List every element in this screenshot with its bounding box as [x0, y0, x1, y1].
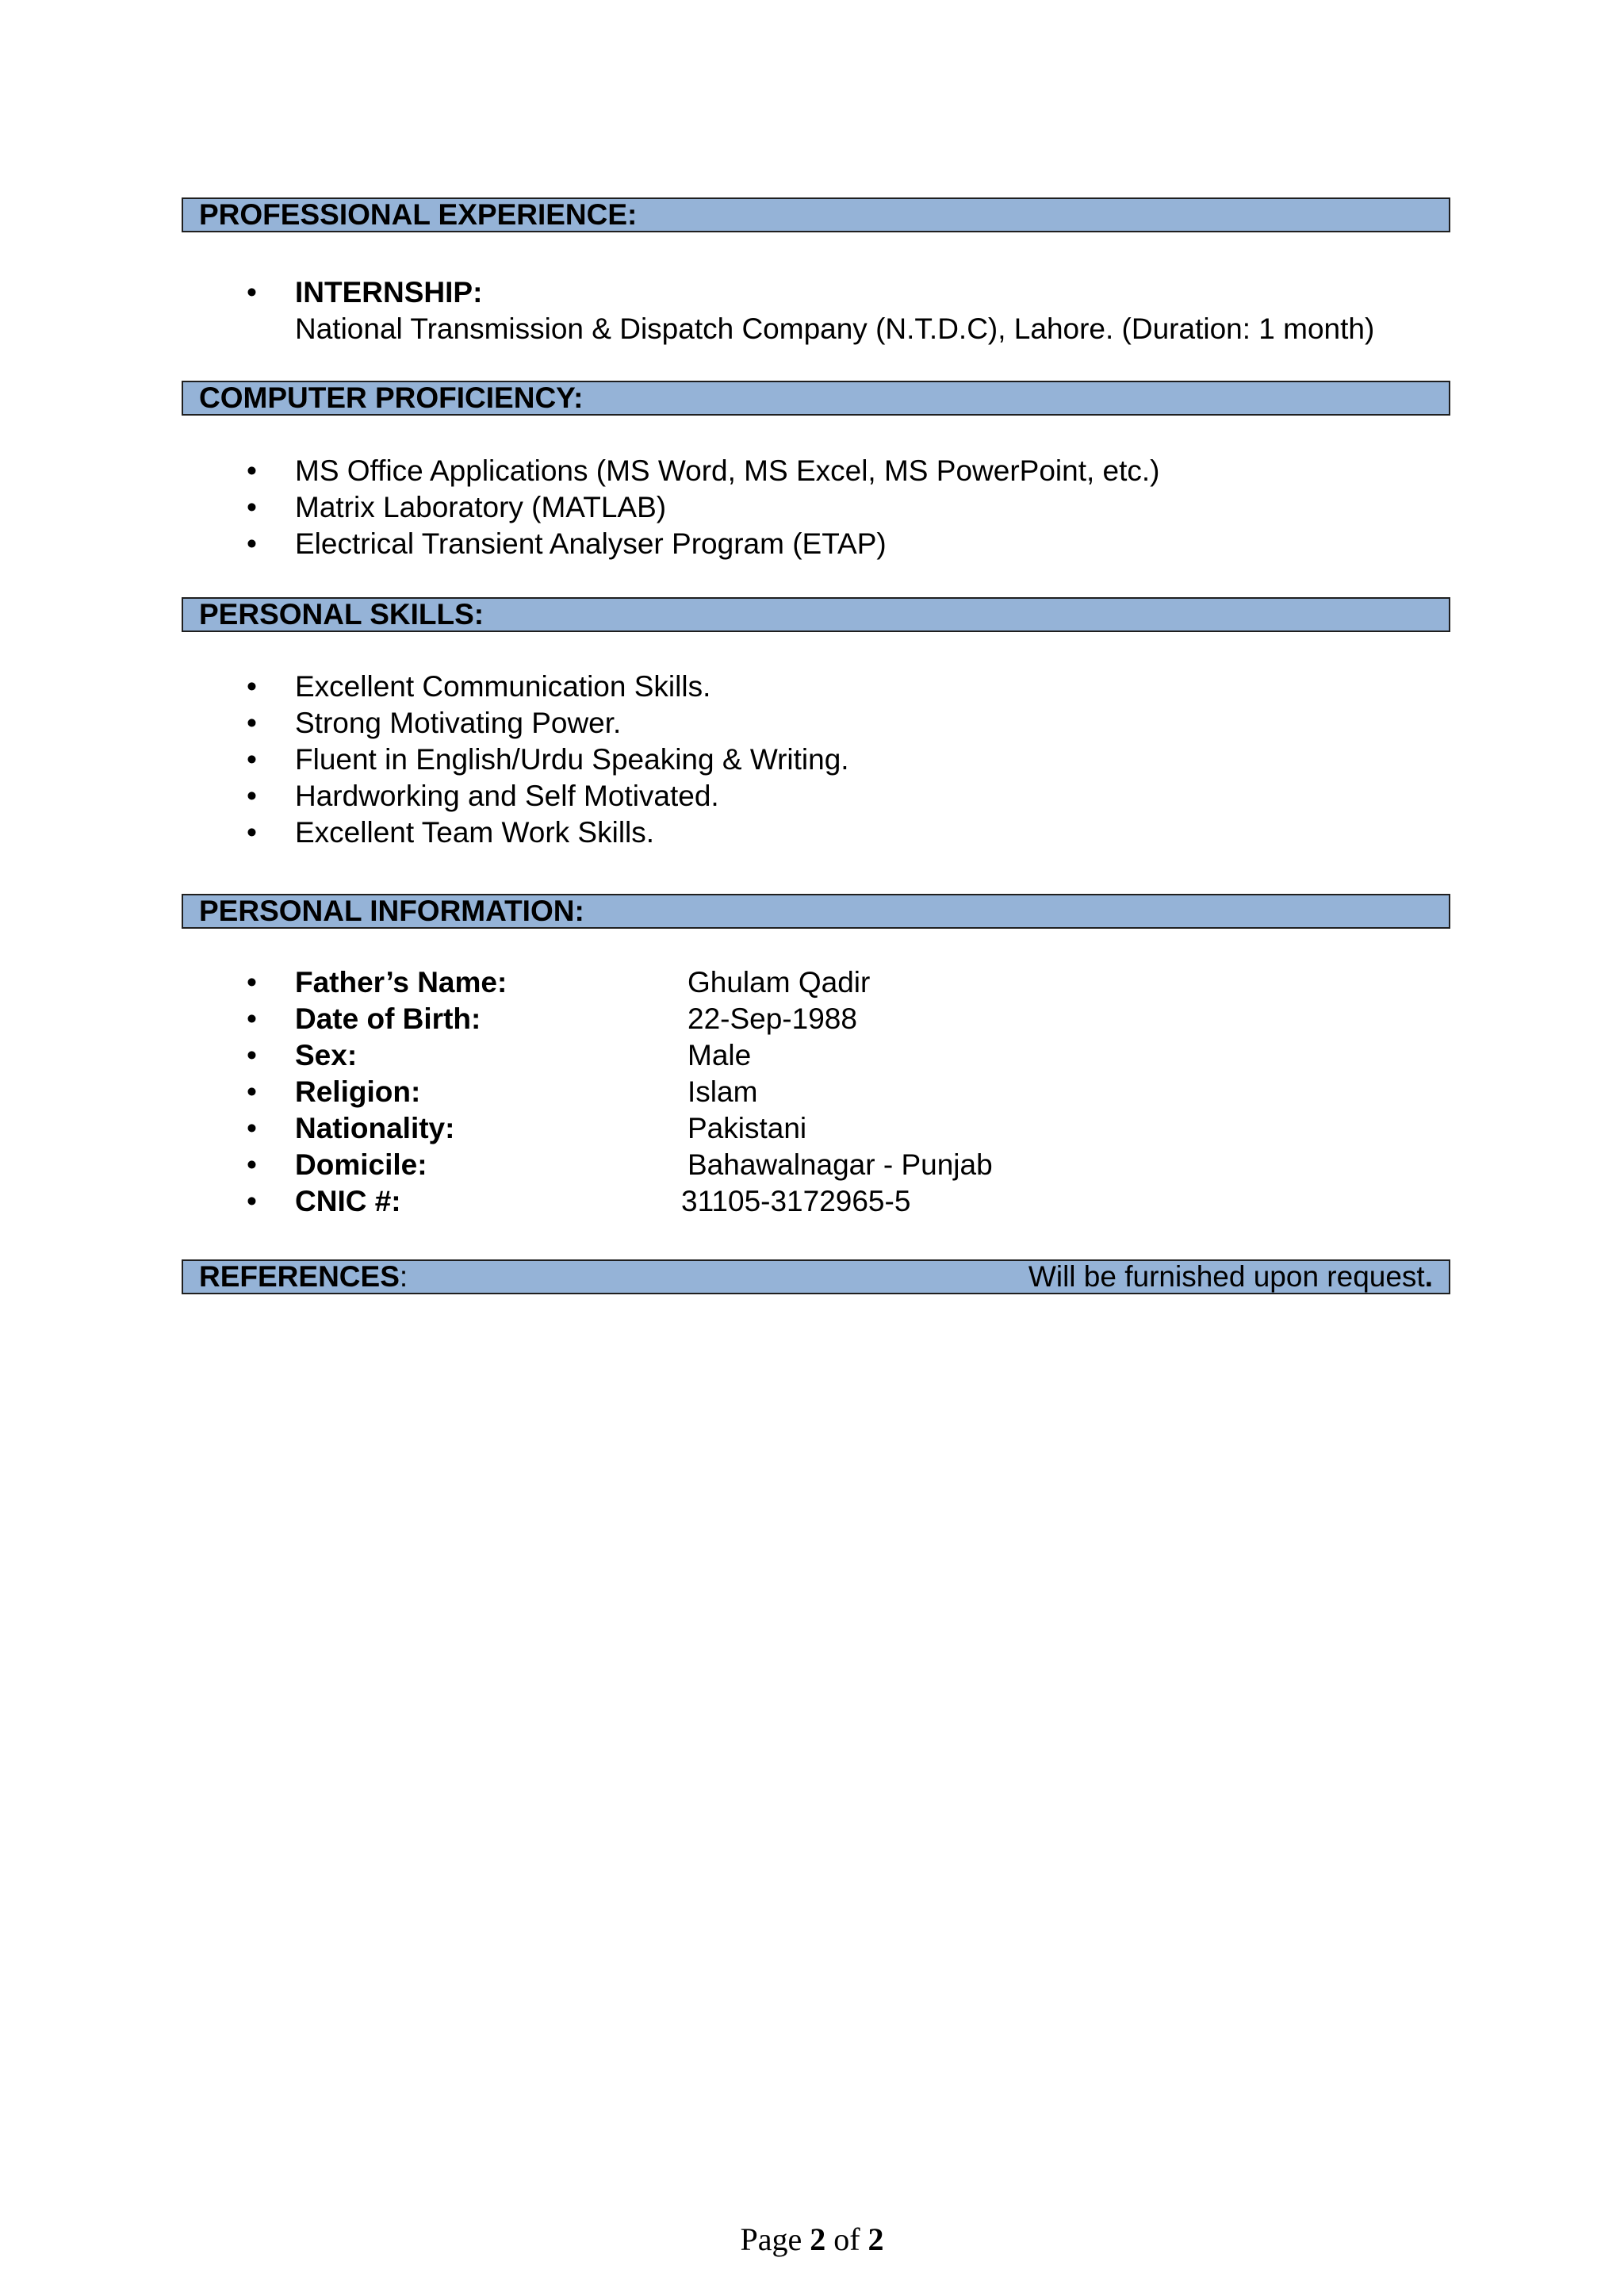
- list-item-text: Excellent Communication Skills.: [295, 670, 711, 703]
- section-header-references: [182, 1259, 1450, 1294]
- section-title: PROFESSIONAL EXPERIENCE:: [199, 198, 638, 231]
- page-footer: [0, 2221, 1624, 2258]
- list-item: [182, 815, 849, 851]
- section-title: COMPUTER PROFICIENCY:: [199, 381, 584, 414]
- list-item-text: Matrix Laboratory (MATLAB): [295, 491, 667, 523]
- list-item: [182, 778, 849, 815]
- section-header-computer-proficiency: [182, 381, 1450, 416]
- list-item: [182, 669, 849, 705]
- info-label: Nationality:: [295, 1112, 455, 1144]
- list-item: [182, 311, 1374, 347]
- bullet-icon: •: [247, 816, 257, 849]
- section-header-personal-information: [182, 894, 1450, 929]
- info-label: Date of Birth:: [295, 1002, 481, 1035]
- info-value: 31105-3172965-5: [681, 1185, 911, 1217]
- info-label: Domicile:: [295, 1148, 427, 1181]
- bullet-icon: •: [247, 1185, 257, 1217]
- info-value: Islam: [688, 1075, 758, 1108]
- info-row-cnic: [182, 1183, 993, 1220]
- footer-of-word: of: [833, 2221, 860, 2257]
- list-item-text: Fluent in English/Urdu Speaking & Writing.: [295, 743, 849, 776]
- list-item-text: Electrical Transient Analyser Program (ETAP): [295, 527, 887, 560]
- bullet-icon: •: [247, 491, 257, 523]
- section-title: PERSONAL INFORMATION:: [199, 895, 584, 927]
- info-label: Father’s Name:: [295, 966, 508, 999]
- list-item: [182, 489, 1160, 526]
- references-note-wrap: [1028, 1261, 1433, 1293]
- footer-page-word: Page: [740, 2221, 802, 2257]
- info-label: Sex:: [295, 1039, 358, 1071]
- bullet-icon: •: [247, 1075, 257, 1108]
- bullet-icon: •: [247, 527, 257, 560]
- info-row-domicile: [182, 1147, 993, 1183]
- info-value: Bahawalnagar - Punjab: [688, 1148, 993, 1181]
- list-item-text: Hardworking and Self Motivated.: [295, 780, 719, 812]
- references-colon: :: [399, 1260, 408, 1293]
- footer-total-pages: 2: [868, 2221, 884, 2257]
- bullet-icon: •: [247, 454, 257, 487]
- info-value: 22-Sep-1988: [688, 1002, 857, 1035]
- bullet-icon: •: [247, 780, 257, 812]
- personal-skills-list: [182, 669, 849, 851]
- section-header-professional-experience: [182, 197, 1450, 232]
- bullet-icon: •: [247, 1148, 257, 1181]
- info-row-religion: [182, 1074, 993, 1110]
- bullet-icon: •: [247, 670, 257, 703]
- internship-label: INTERNSHIP:: [295, 276, 483, 309]
- list-item: [182, 453, 1160, 489]
- personal-information-list: [182, 964, 993, 1220]
- info-value: Male: [688, 1039, 752, 1071]
- info-row-nationality: [182, 1110, 993, 1147]
- info-label: Religion:: [295, 1075, 421, 1108]
- info-row-date-of-birth: [182, 1001, 993, 1037]
- info-value: Ghulam Qadir: [688, 966, 871, 999]
- info-row-fathers-name: [182, 964, 993, 1001]
- list-item-text: Strong Motivating Power.: [295, 707, 622, 739]
- list-item-text: MS Office Applications (MS Word, MS Excel, MS PowerPoint, etc.): [295, 454, 1160, 487]
- list-item-text: Excellent Team Work Skills.: [295, 816, 655, 849]
- references-note-end: .: [1424, 1260, 1433, 1293]
- bullet-icon: •: [247, 1112, 257, 1144]
- section-title: REFERENCES: [199, 1260, 400, 1293]
- info-value: Pakistani: [688, 1112, 807, 1144]
- experience-list: [182, 274, 1374, 347]
- info-row-sex: [182, 1037, 993, 1074]
- bullet-icon: •: [247, 1039, 257, 1071]
- list-item: [182, 274, 1374, 311]
- bullet-icon: •: [247, 1002, 257, 1035]
- list-item: [182, 526, 1160, 562]
- list-item: [182, 705, 849, 742]
- footer-current-page: 2: [810, 2221, 826, 2257]
- section-title: PERSONAL SKILLS:: [199, 598, 485, 631]
- bullet-icon: •: [247, 966, 257, 999]
- section-header-personal-skills: [182, 597, 1450, 632]
- bullet-icon: •: [247, 743, 257, 776]
- bullet-icon: •: [247, 707, 257, 739]
- info-label: CNIC #:: [295, 1185, 401, 1217]
- internship-detail: National Transmission & Dispatch Company (N.T.D.C), Lahore. (Duration: 1 month): [295, 312, 1375, 345]
- bullet-icon: •: [247, 276, 257, 309]
- references-note: Will be furnished upon request: [1028, 1260, 1425, 1293]
- computer-proficiency-list: [182, 453, 1160, 562]
- list-item: [182, 742, 849, 778]
